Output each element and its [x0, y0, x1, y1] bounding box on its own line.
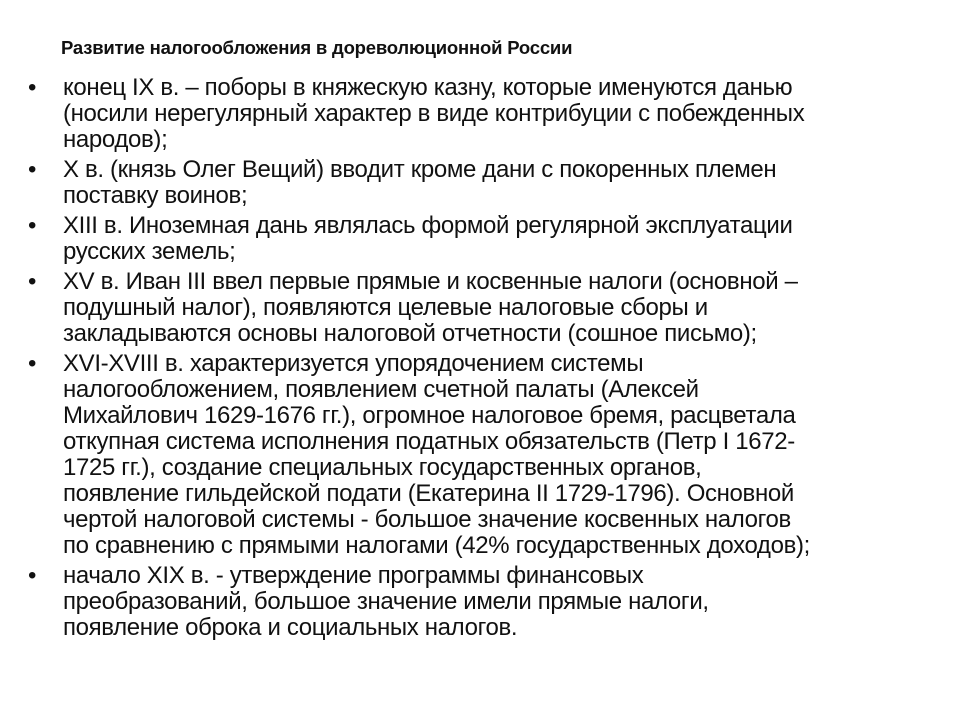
- bullet-list: [0, 75, 960, 645]
- list-item: [0, 157, 960, 209]
- list-item-text-line: поставку воинов;: [63, 182, 248, 209]
- list-item-text-line: XVI-XVIII в. характеризуется упорядочением системы: [63, 350, 644, 377]
- bullet-icon: •: [28, 212, 37, 239]
- list-item-text-line: закладываются основы налоговой отчетности (сошное письмо);: [63, 320, 757, 347]
- bullet-icon: •: [28, 74, 37, 101]
- list-item: [0, 75, 960, 153]
- list-item-text-line: налогообложением, появлением счетной палаты (Алексей: [63, 376, 699, 403]
- list-item-text-line: русских земель;: [63, 238, 236, 265]
- list-item-text-line: откупная система исполнения податных обязательств (Петр I 1672-: [63, 428, 795, 455]
- list-item-text-line: конец IX в. – поборы в княжескую казну, которые именуются данью: [63, 74, 793, 101]
- bullet-icon: •: [28, 268, 37, 295]
- list-item: [0, 269, 960, 347]
- list-item-text-line: появление гильдейской подати (Екатерина II 1729-1796). Основной: [63, 480, 794, 507]
- list-item-text-line: 1725 гг.), создание специальных государственных органов,: [63, 454, 702, 481]
- list-item: [0, 351, 960, 559]
- list-item: [0, 213, 960, 265]
- list-item-text-line: Михайлович 1629-1676 гг.), огромное налоговое бремя, расцветала: [63, 402, 796, 429]
- list-item-text-line: появление оброка и социальных налогов.: [63, 614, 518, 641]
- slide-title: Развитие налогообложения в дореволюционной России: [61, 37, 573, 58]
- list-item-text-line: чертой налоговой системы - большое значение косвенных налогов: [63, 506, 791, 533]
- list-item-text-line: народов);: [63, 126, 168, 153]
- list-item-text-line: подушный налог), появляются целевые налоговые сборы и: [63, 294, 708, 321]
- bullet-icon: •: [28, 350, 37, 377]
- bullet-icon: •: [28, 156, 37, 183]
- list-item-text-line: XIII в. Иноземная дань являлась формой регулярной эксплуатации: [63, 212, 793, 239]
- list-item-text-line: начало XIX в. - утверждение программы финансовых: [63, 562, 644, 589]
- list-item-text-line: (носили нерегулярный характер в виде контрибуции с побежденных: [63, 100, 805, 127]
- list-item-text-line: преобразований, большое значение имели прямые налоги,: [63, 588, 709, 615]
- list-item: [0, 563, 960, 641]
- list-item-text-line: XV в. Иван III ввел первые прямые и косвенные налоги (основной –: [63, 268, 798, 295]
- bullet-icon: •: [28, 562, 37, 589]
- list-item-text-line: по сравнению с прямыми налогами (42% государственных доходов);: [63, 532, 810, 559]
- list-item-text-line: X в. (князь Олег Вещий) вводит кроме дани с покоренных племен: [63, 156, 777, 183]
